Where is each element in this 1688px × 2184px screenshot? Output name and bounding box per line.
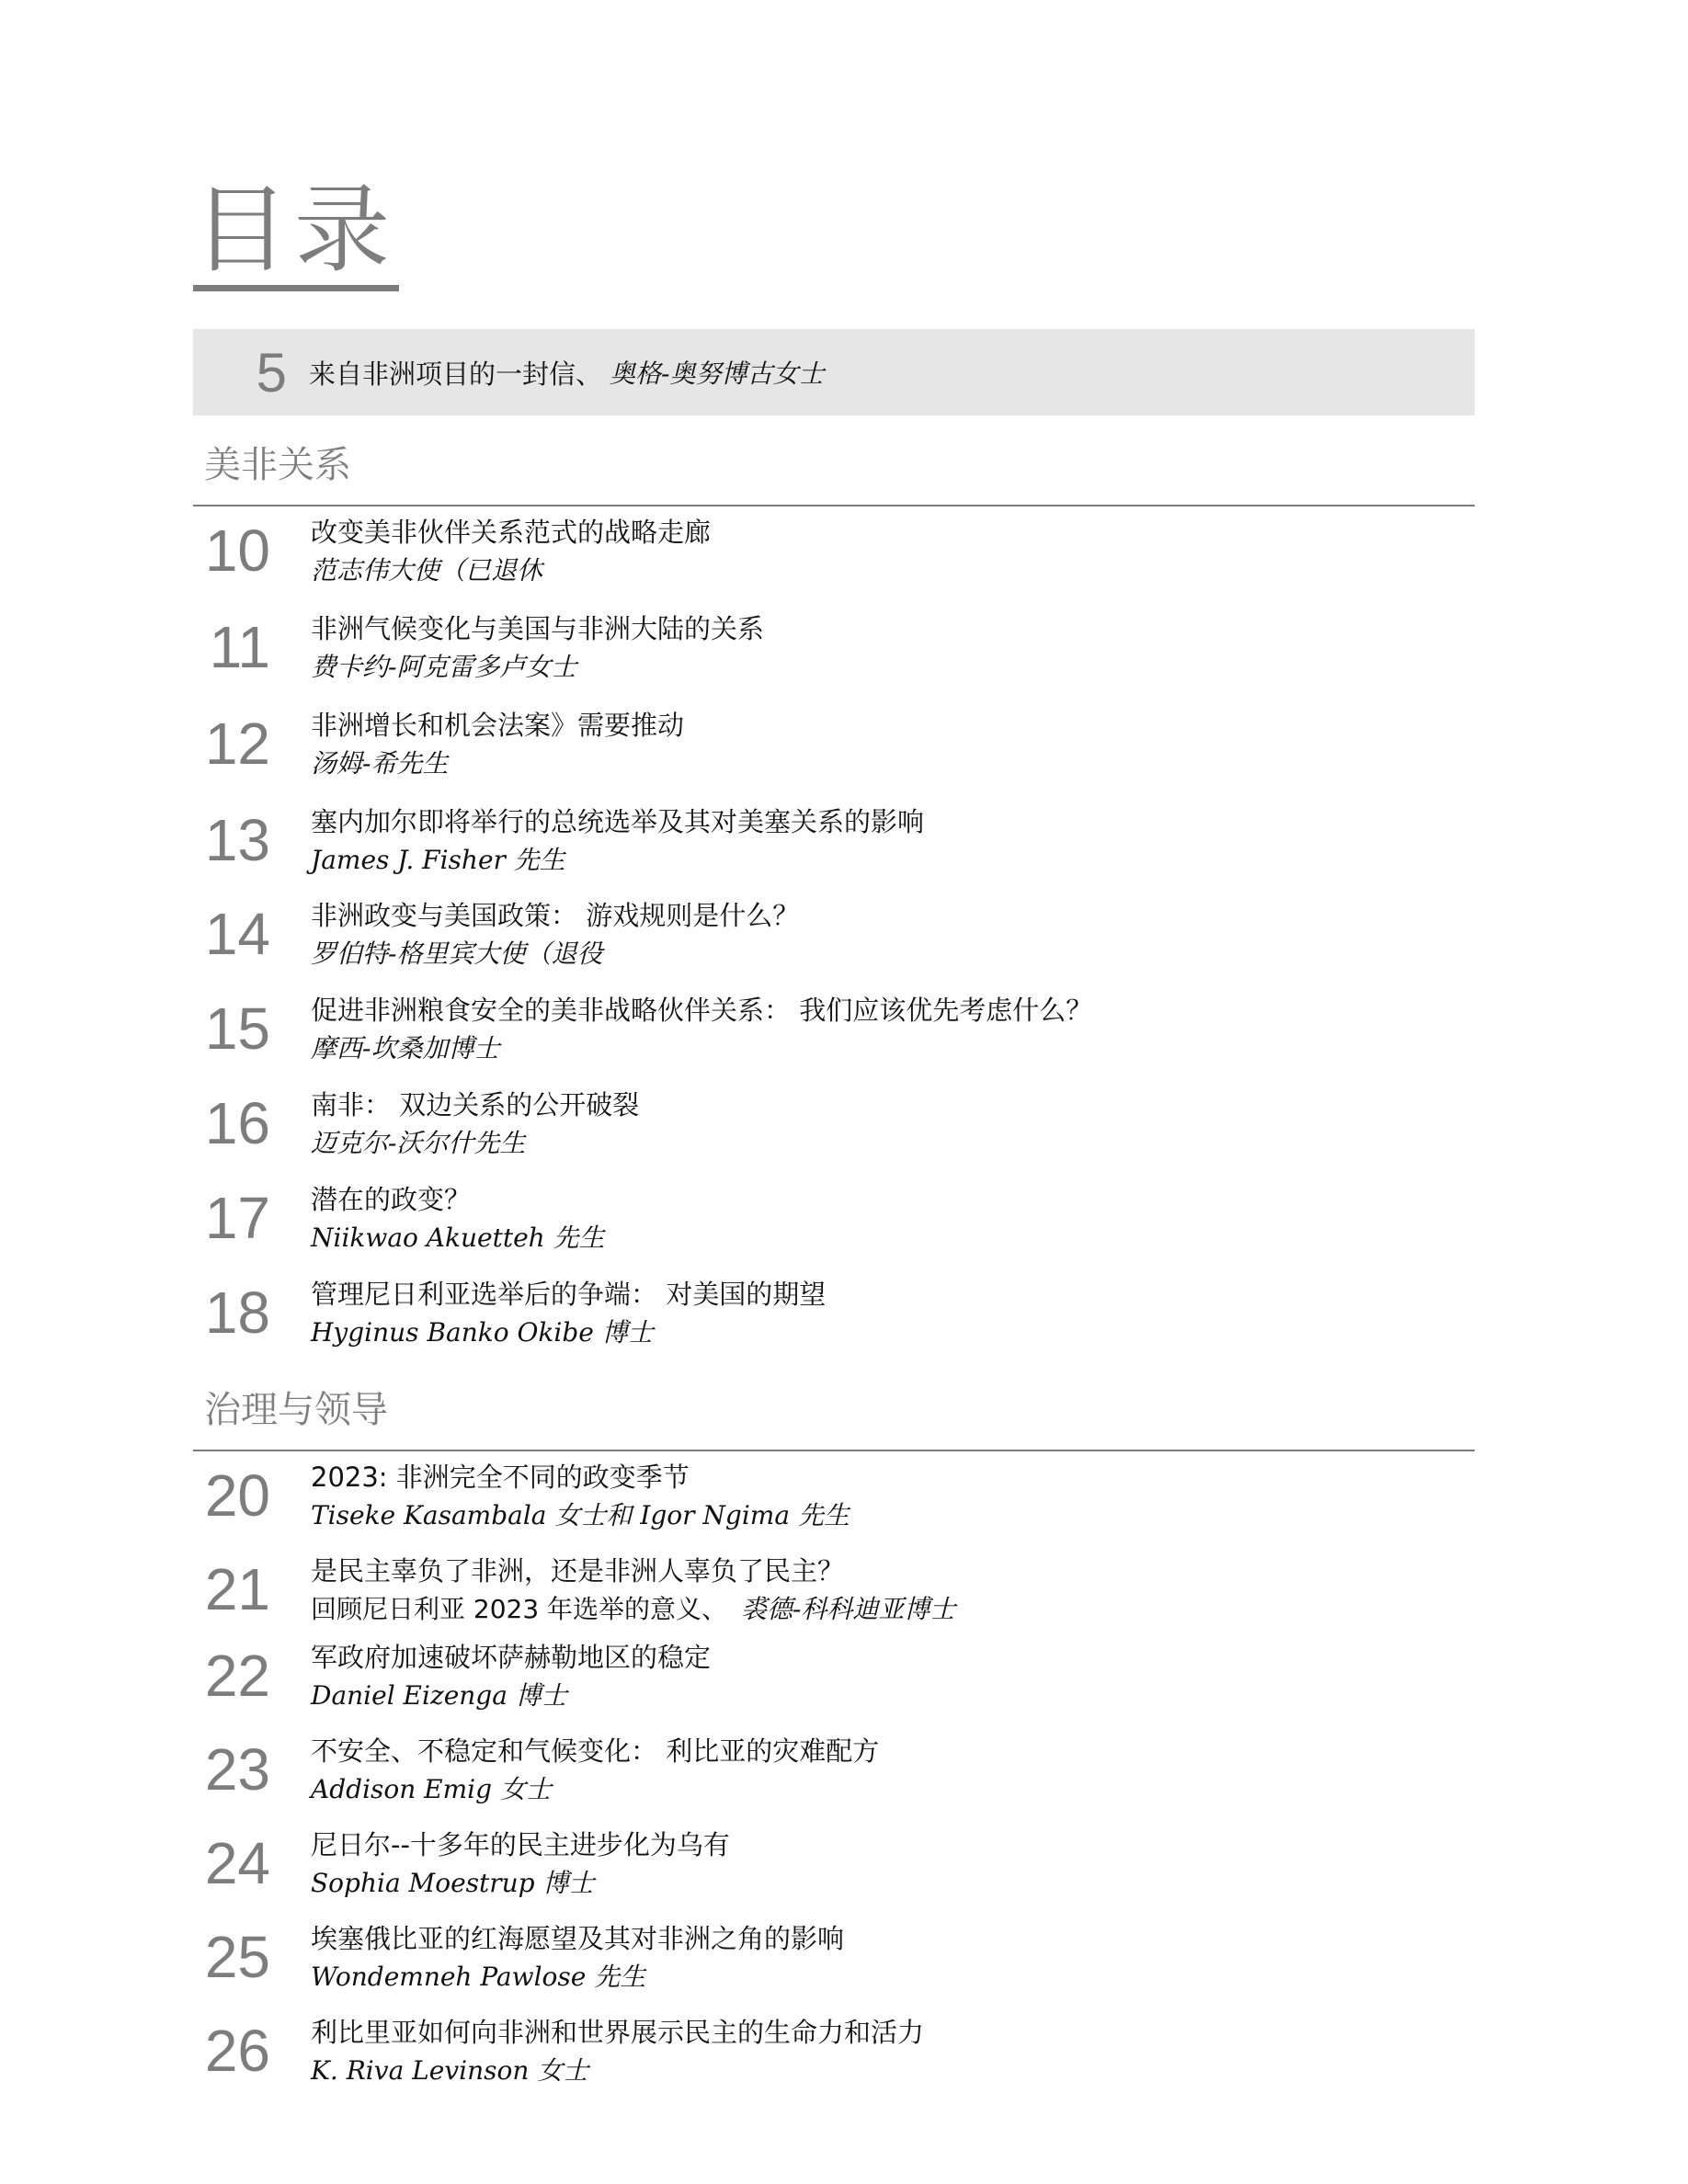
entry-page-number: 25 — [204, 1924, 270, 1990]
entry-title: 尼日尔--十多年的民主进步化为乌有 — [311, 1829, 730, 1860]
entry-page-number: 20 — [204, 1462, 270, 1529]
entry-author: 汤姆-希先生 — [311, 748, 449, 779]
toc-entry[interactable] — [193, 1180, 1475, 1268]
entry-title: 潜在的政变？ — [311, 1184, 472, 1215]
entry-title: 非洲增长和机会法案》需要推动 — [311, 710, 685, 741]
entry-page-number: 26 — [204, 2018, 270, 2084]
entry-page-number: 10 — [204, 518, 270, 584]
toc-entry[interactable] — [193, 896, 1475, 984]
entry-page-number: 17 — [204, 1185, 270, 1251]
toc-entry[interactable] — [193, 1086, 1475, 1174]
entry-author: 费卡约-阿克雷多卢女士 — [311, 652, 577, 682]
entry-author: 罗伯特-格里宾大使（退役 — [311, 938, 603, 969]
toc-entry[interactable] — [193, 1458, 1475, 1546]
entry-page-number: 22 — [204, 1643, 270, 1709]
toc-entry[interactable] — [193, 1275, 1475, 1363]
entry-title: 利比里亚如何向非洲和世界展示民主的生命力和活力 — [311, 2017, 925, 2048]
entry-title: 非洲政变与美国政策： 游戏规则是什么？ — [311, 900, 800, 931]
entry-page-number: 12 — [204, 711, 270, 777]
entry-title: 不安全、不稳定和气候变化： 利比亚的灾难配方 — [311, 1735, 880, 1767]
entry-author: Daniel Eizenga 博士 — [311, 1680, 567, 1711]
entry-page-number: 23 — [204, 1736, 270, 1803]
entry-page-number: 16 — [204, 1090, 270, 1156]
toc-entry[interactable] — [193, 802, 1475, 891]
entry-title: 促进非洲粮食安全的美非战略伙伴关系： 我们应该优先考虑什么？ — [311, 995, 1093, 1026]
toc-entry[interactable] — [193, 991, 1475, 1079]
toc-entry[interactable] — [193, 1732, 1475, 1820]
toc-entry[interactable] — [193, 1919, 1475, 2008]
entry-title: 埃塞俄比亚的红海愿望及其对非洲之角的影响 — [311, 1923, 845, 1954]
page-title: 目录 — [193, 175, 399, 291]
entry-subtitle: 回顾尼日利亚 2023 年选举的意义、 — [311, 1594, 728, 1624]
entry-page-number: 11 — [209, 614, 270, 680]
entry-title: 非洲气候变化与美国与非洲大陆的关系 — [311, 613, 765, 644]
toc-entry[interactable] — [193, 2013, 1475, 2101]
entry-author: Sophia Moestrup 博士 — [311, 1868, 595, 1898]
entry-title: 管理尼日利亚选举后的争端： 对美国的期望 — [311, 1279, 827, 1310]
entry-page-number: 13 — [204, 807, 270, 873]
entry-title: 2023: 非洲完全不同的政变季节 — [311, 1462, 690, 1493]
entry-author: 迈克尔-沃尔什先生 — [311, 1128, 526, 1158]
entry-page-number: 18 — [204, 1280, 270, 1346]
entry-page-number: 14 — [204, 901, 270, 967]
entry-author: Addison Emig 女士 — [311, 1774, 552, 1804]
section-title-governance: 治理与领导 — [204, 1389, 388, 1431]
entry-title: 塞内加尔即将举行的总统选举及其对美塞关系的影响 — [311, 806, 925, 837]
entry-author: 摩西-坎桑加博士 — [311, 1033, 500, 1064]
toc-entry[interactable] — [193, 1826, 1475, 1914]
entry-title: 改变美非伙伴关系范式的战略走廊 — [311, 517, 712, 548]
entry-author: Tiseke Kasambala 女士和 Igor Ngima 先生 — [311, 1500, 850, 1530]
toc-entry[interactable] — [193, 706, 1475, 794]
section-divider — [193, 505, 1475, 506]
entry-title: 来自非洲项目的一封信、 — [309, 358, 603, 390]
toc-entry[interactable] — [193, 609, 1475, 698]
entry-title: 是民主辜负了非洲，还是非洲人辜负了民主？ — [311, 1555, 845, 1587]
entry-author: Niikwao Akuetteh 先生 — [311, 1223, 605, 1253]
toc-entry[interactable] — [193, 1638, 1475, 1726]
entry-author: Hyginus Banko Okibe 博士 — [311, 1317, 654, 1348]
entry-author: Wondemneh Pawlose 先生 — [311, 1962, 646, 1992]
intro-entry[interactable] — [193, 329, 1475, 415]
entry-page-number: 24 — [204, 1830, 270, 1896]
entry-author: K. Riva Levinson 女士 — [311, 2055, 589, 2086]
entry-page-number: 5 — [256, 341, 287, 404]
entry-page-number: 21 — [204, 1556, 270, 1622]
toc-entry[interactable] — [193, 513, 1475, 601]
entry-page-number: 15 — [204, 995, 270, 1062]
entry-author: James J. Fisher 先生 — [311, 845, 565, 875]
entry-title: 南非： 双边关系的公开破裂 — [311, 1089, 640, 1120]
entry-author: 范志伟大使（已退休 — [311, 555, 543, 586]
entry-title: 军政府加速破坏萨赫勒地区的稳定 — [311, 1642, 712, 1673]
entry-author: 奥格-奥努博古女士 — [610, 358, 825, 389]
section-title-us-africa: 美非关系 — [204, 444, 351, 486]
entry-author: 裘德-科科迪亚博士 — [740, 1594, 956, 1624]
section-divider — [193, 1450, 1475, 1451]
toc-entry[interactable] — [193, 1552, 1475, 1640]
